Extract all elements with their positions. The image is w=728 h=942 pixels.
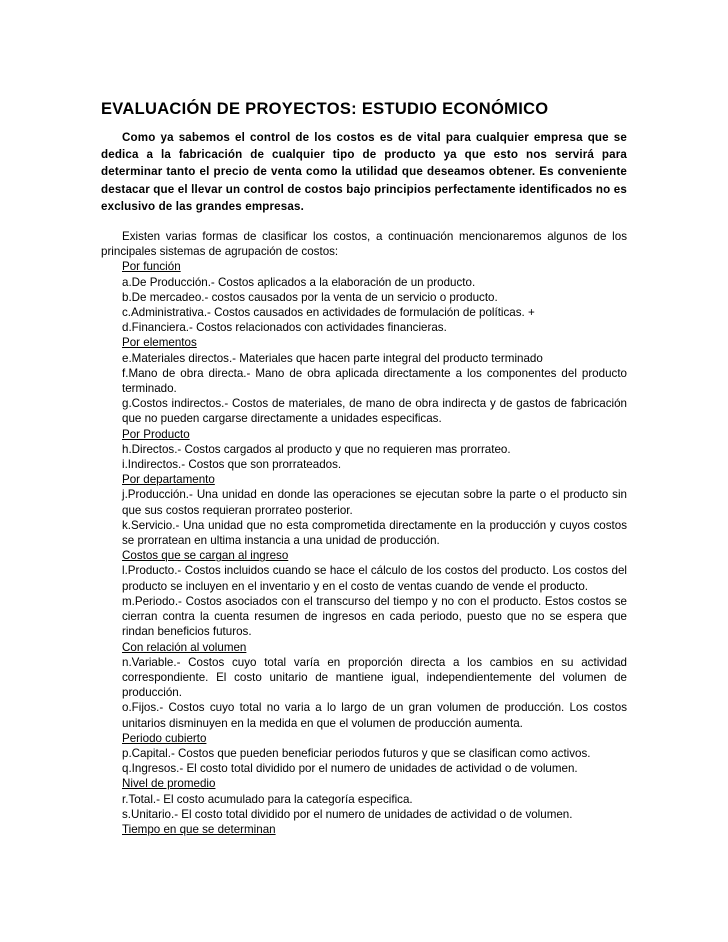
list-item: f.Mano de obra directa.- Mano de obra aplicada directamente a los componentes del producto terminado. [122,366,627,396]
classification-paragraph: Existen varias formas de clasificar los costos, a continuación mencionaremos algunos de los principales sistemas de agrupación de costos: [101,230,627,259]
section-heading: Por elementos [122,336,197,350]
section-heading: Por Producto [122,427,190,441]
list-item: s.Unitario.- El costo total dividido por el numero de unidades de actividad o de volumen. [122,807,573,821]
section-heading: Por departamento [122,473,215,487]
section-heading: Costos que se cargan al ingreso [122,549,289,563]
section-heading: Por función [122,260,181,274]
list-item: a.De Producción.- Costos aplicados a la elaboración de un producto. [122,275,476,289]
list-item: b.De mercadeo.- costos causados por la venta de un servicio o producto. [122,290,498,304]
intro-paragraph: Como ya sabemos el control de los costos es de vital para cualquier empresa que se dedica a la fabricación de cualquier tipo de producto ya que esto nos servirá para determinar tanto el precio de venta como la utilidad que deseamos obtener. Es conveniente destacar que el llevar un control de costos bajo principios perfectamente identificados no es exclusivo de las grandes empresas. [101,131,627,213]
list-item: k.Servicio.- Una unidad que no esta comprometida directamente en la producción y cuyos costos se prorratean en ultima instancia a una unidad de producción. [122,518,627,548]
document-title: EVALUACIÓN DE PROYECTOS: ESTUDIO ECONÓMICO [101,100,549,118]
list-item: d.Financiera.- Costos relacionados con actividades financieras. [122,321,447,335]
section-heading: Periodo cubierto [122,731,207,745]
section-heading: Nivel de promedio [122,777,216,791]
list-item: m.Periodo.- Costos asociados con el transcurso del tiempo y no con el producto. Estos costos se cierran contra la cuenta resumen de ingresos en cada periodo, puesto que no se espera que rindan beneficios futuros. [122,594,627,639]
list-item: g.Costos indirectos.- Costos de materiales, de mano de obra indirecta y de gastos de fabricación que no pueden cargarse directamente a unidades especificas. [122,397,627,426]
cost-classification-list [101,259,627,837]
list-item: l.Producto.- Costos incluidos cuando se hace el cálculo de los costos del producto. Los costos del producto se incluyen en el inventario y en el costo de ventas cuando de vende el producto. [122,564,627,593]
section-heading: Con relación al volumen [122,640,247,654]
list-item: r.Total.- El costo acumulado para la categoría especifica. [122,792,413,806]
list-item: i.Indirectos.- Costos que son prorrateados. [122,458,342,472]
document-content [101,98,627,837]
list-item: e.Materiales directos.- Materiales que hacen parte integral del producto terminado [122,351,543,365]
list-item: h.Directos.- Costos cargados al producto y que no requieren mas prorrateo. [122,442,511,456]
list-item: j.Producción.- Una unidad en donde las operaciones se ejecutan sobre la parte o el producto sin que sus costos requieran prorrateo posterior. [122,488,627,517]
list-item: n.Variable.- Costos cuyo total varía en proporción directa a los cambios en su actividad correspondiente. El costo unitario de mantiene igual, independientemente del volumen de producción. [122,655,627,700]
section-heading: Tiempo en que se determinan [122,822,276,836]
list-item: q.Ingresos.- El costo total dividido por el numero de unidades de actividad o de volumen. [122,762,578,776]
list-item: p.Capital.- Costos que pueden beneficiar periodos futuros y que se clasifican como activos. [122,746,591,760]
list-item: c.Administrativa.- Costos causados en actividades de formulación de políticas. + [122,306,535,320]
list-item: o.Fijos.- Costos cuyo total no varia a lo largo de un gran volumen de producción. Los costos unitarios disminuyen en la medida en que el volumen de producción aumenta. [122,701,627,730]
